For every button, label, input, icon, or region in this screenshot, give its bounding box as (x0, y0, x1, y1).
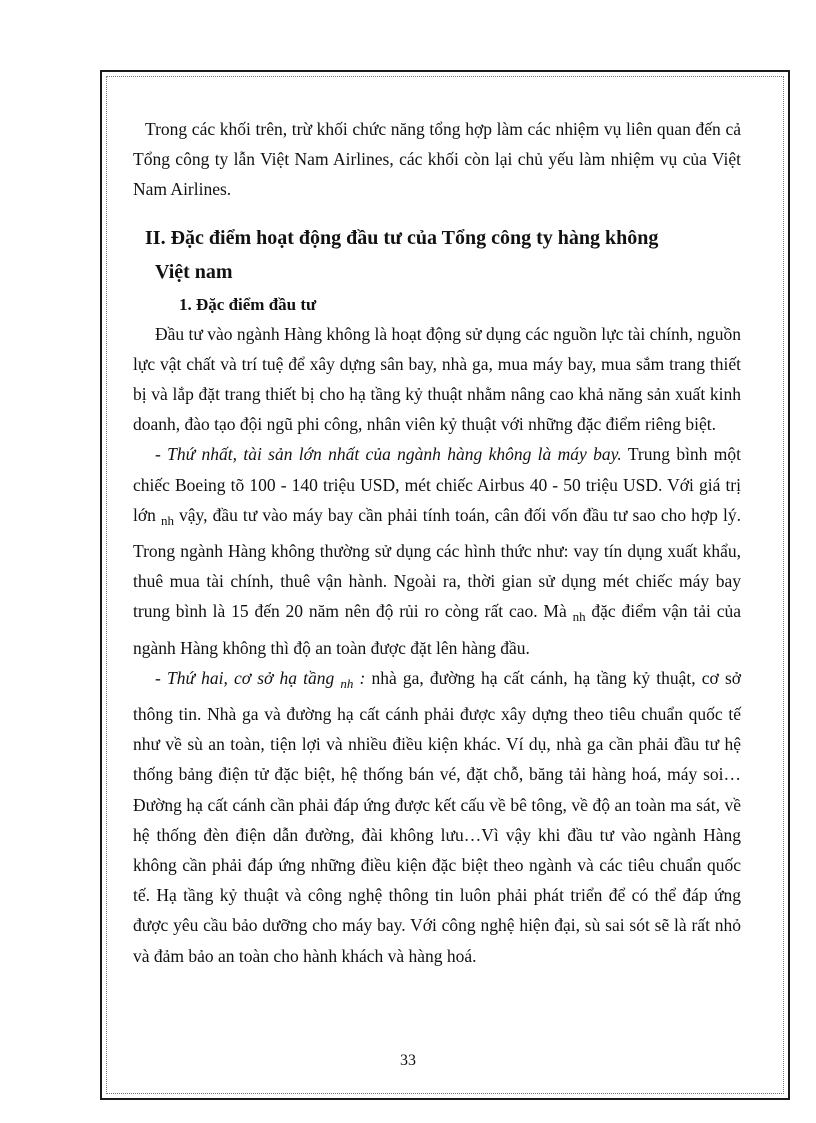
document-body (133, 114, 741, 971)
aircraft-text-a: Trung bình một chiếc Boeing tõ 100 - 140 triệu USD, mét chiếc Airbus 40 - 50 triệu USD. Với giá trị lớn (133, 444, 741, 525)
aircraft-sub-1: nh (160, 512, 174, 528)
paragraph-investment-overview: Đầu tư vào ngành Hàng không là hoạt động sử dụng các nguồn lực tài chính, nguồn lực vật chất và trí tuệ để xây dựng sân bay, nhà ga, mua máy bay, mua sắm trang thiết bị và lắp đặt trang thiết bị cho hạ tầng kỷ thuật nhằm nâng cao khả năng sản xuất kinh doanh, đào tạo đội ngũ phi công, nhân viên kỷ thuật với những đặc điểm riêng biệt. (133, 323, 741, 435)
infrastructure-sub: nh (340, 675, 354, 691)
aircraft-text-b: vậy, đầu tư vào máy bay cần phải tính toán, cân đối vốn đầu tư sao cho hợp lý. Trong ngành Hàng không thường sử dụng các hình thức như: vay tín dụng xuất khẩu, thuê mua tài chính, thuê vận hành. Ngoài ra, thời gian sử dụng mét chiếc máy bay trung bình là 15 đến 20 năm nên độ rủi ro còng rất cao. Mà (133, 504, 741, 622)
section-heading-line2: Việt nam (155, 260, 233, 283)
paragraph-infrastructure (133, 663, 741, 971)
section-heading (133, 221, 741, 289)
aircraft-sub-2: nh (572, 609, 586, 625)
infrastructure-colon: : (353, 667, 366, 688)
paragraph-aircraft (133, 439, 741, 662)
page-number: 33 (400, 1052, 416, 1069)
aircraft-text-c: đặc điểm vận tải của ngành Hàng không thì độ an toàn được đặt lên hàng đầu. (133, 601, 741, 658)
infrastructure-text: nhà ga, đường hạ cất cánh, hạ tầng kỷ thuật, cơ sở thông tin. Nhà ga và đường hạ cất cánh phải được xây dựng theo tiêu chuẩn quốc tế như về sù an toàn, tiện lợi và nhiều điều kiện khác. Ví dụ, nhà ga cần phải đầu tư hệ thống bảng điện tử đặc biệt, hệ thống bán vé, đặt chỗ, băng tải hàng hoá, máy soi…Đường hạ cất cánh cần phải đáp ứng được kết cấu về bê tông, về độ an toàn ma sát, về hệ thống đèn điện dẫn đường, đài không lưu…Vì vậy khi đầu tư vào ngành Hàng không cần phải đáp ứng những điều kiện đặc biệt theo ngành và các tiêu chuẩn quốc tế. Hạ tầng kỷ thuật và công nghệ thông tin luôn phải phát triển để có thể đáp ứng được yêu cầu bảo dưỡng cho máy bay. Với công nghệ hiện đại, sù sai sót sẽ là rất nhỏ và đảm bảo an toàn cho hành khách và hàng hoá. (133, 667, 742, 966)
infrastructure-lead-italic: - Thứ hai, cơ sở hạ tầng (155, 667, 341, 688)
section-heading-line1: II. Đặc điểm hoạt động đầu tư của Tổng công ty hàng không (145, 226, 659, 249)
subsection-heading: 1. Đặc điểm đầu tư (179, 294, 317, 314)
aircraft-lead-italic: - Thứ nhất, tài sản lớn nhất của ngành hàng không là máy bay. (155, 444, 622, 465)
intro-paragraph: Trong các khối trên, trừ khối chức năng tổng hợp làm các nhiệm vụ liên quan đến cả Tổng công ty lẫn Việt Nam Airlines, các khối còn lại chủ yếu làm nhiệm vụ của Việt Nam Airlines. (133, 119, 741, 200)
